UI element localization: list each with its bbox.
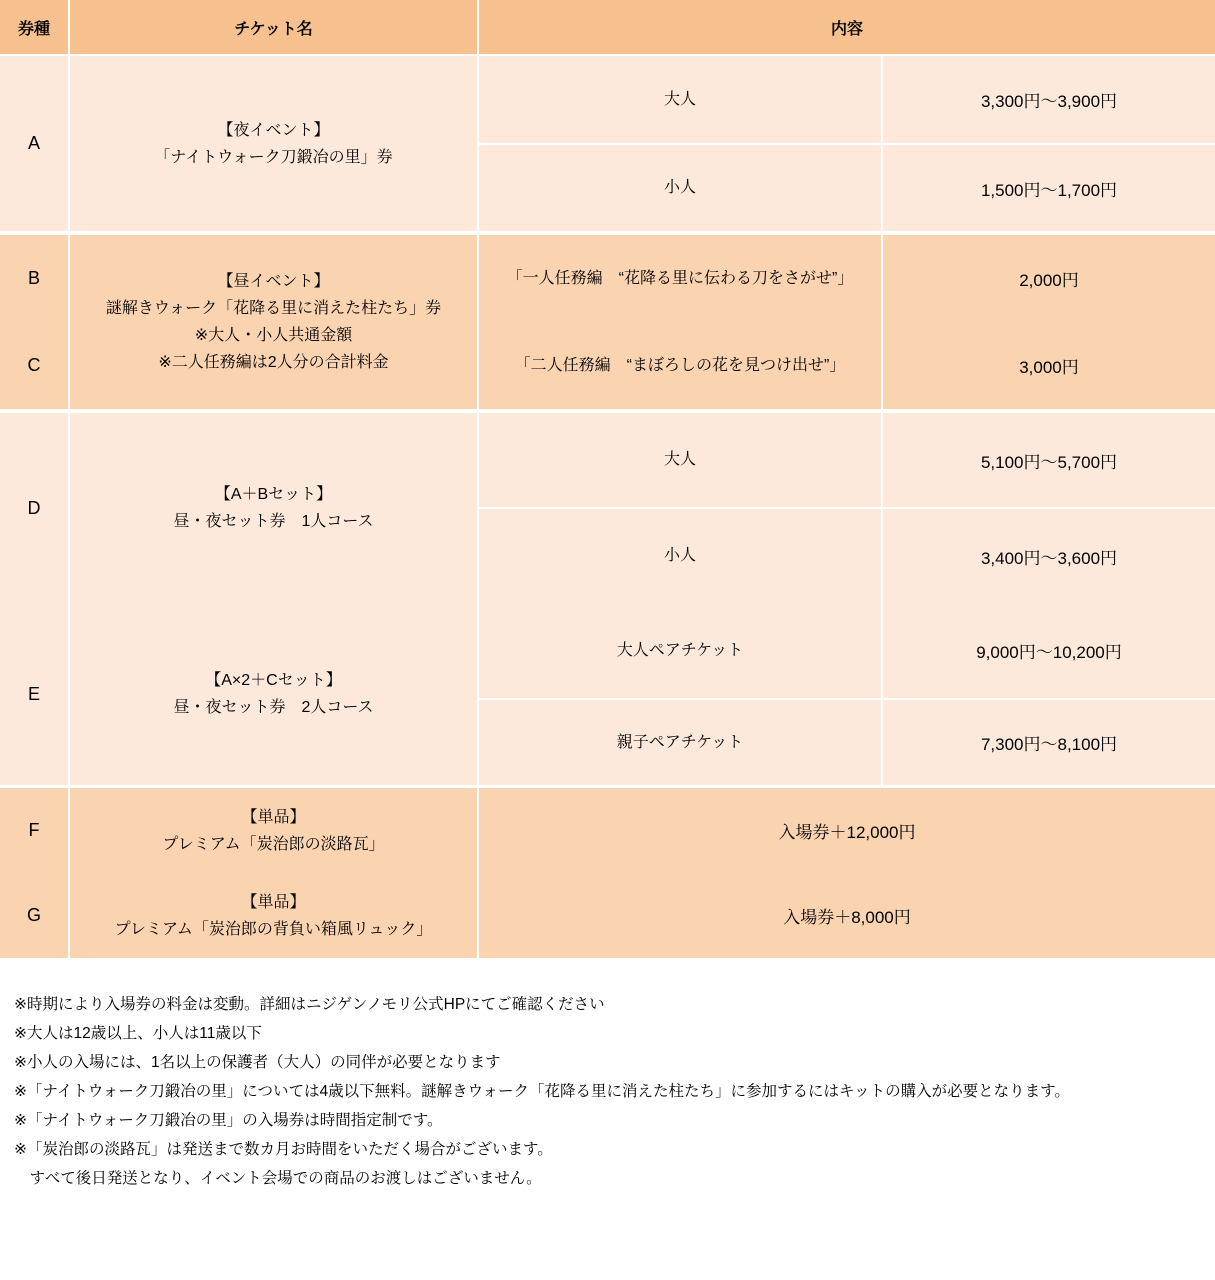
- ticket-type-cell-f: F: [0, 788, 68, 873]
- ticket-name-line: 【夜イベント】: [217, 121, 330, 139]
- content-price-cell: 1,500円～1,700円: [883, 145, 1215, 231]
- ticket-name-line: 「ナイトウォーク刀鍛冶の里」券: [154, 148, 393, 166]
- ticket-name-line: 昼・夜セット券 1人コース: [173, 513, 374, 530]
- ticket-name-line: プレミアム「炭治郎の背負い箱風リュック」: [114, 920, 433, 938]
- content-desc-cell: 親子ペアチケット: [479, 700, 881, 785]
- content-desc-cell: 小人: [479, 509, 881, 603]
- content-desc-cell: 大人: [479, 56, 881, 145]
- ticket-name-cell-bc: [70, 235, 477, 409]
- section-bc: [0, 235, 1215, 409]
- ticket-type-cell-d: D: [0, 413, 68, 603]
- ticket-type-cell-b: B: [0, 235, 68, 322]
- footnote-line: すべて後日発送となり、イベント会場での商品のお渡しはございません。: [14, 1170, 542, 1187]
- ticket-type-cell-c: C: [0, 322, 68, 409]
- footnote-line: ※大人は12歳以上、小人は11歳以下: [14, 1025, 262, 1042]
- ticket-name-line: 【昼イベント】: [217, 273, 330, 290]
- footnote-line: ※「ナイトウォーク刀鍛冶の里」については4歳以下無料。謎解きウォーク「花降る里に消えた柱たち」に参加するにはキットの購入が必要となります。: [14, 1083, 1070, 1100]
- ticket-name-cell-f: [70, 788, 477, 873]
- ticket-name-line: 【単品】: [241, 893, 306, 911]
- section-fg: [0, 788, 1215, 958]
- content-price-cell: 7,300円～8,100円: [883, 700, 1215, 785]
- content-desc-cell: 「一人任務編 “花降る里に伝わる刀をさがせ”」: [479, 235, 881, 322]
- footnote-line: ※「ナイトウォーク刀鍛冶の里」の入場券は時間指定制です。: [14, 1112, 443, 1129]
- ticket-type-cell-a: A: [0, 56, 68, 231]
- ticket-name-line: 【A＋Bセット】: [214, 486, 333, 503]
- ticket-name-line: ※二人任務編は2人分の合計料金: [158, 354, 389, 371]
- ticket-name-cell-d: [70, 413, 477, 603]
- content-price-cell: 3,400円～3,600円: [883, 509, 1215, 603]
- ticket-name-line: 【単品】: [241, 808, 306, 826]
- content-desc-cell: 大人: [479, 413, 881, 509]
- footnote-line: ※「炭治郎の淡路瓦」は発送まで数カ月お時間をいただく場合がございます。: [14, 1141, 553, 1158]
- content-price-cell: 5,100円～5,700円: [883, 413, 1215, 509]
- ticket-name-cell-g: [70, 873, 477, 958]
- section-de: [0, 413, 1215, 785]
- content-price-cell: 3,000円: [883, 322, 1215, 409]
- table-header-row: [0, 0, 1215, 54]
- footnote-line: ※小人の入場には、1名以上の保護者（大人）の同伴が必要となります: [14, 1054, 501, 1071]
- ticket-name-line: 昼・夜セット券 2人コース: [173, 699, 374, 716]
- ticket-name-line: 謎解きウォーク「花降る里に消えた柱たち」券: [105, 300, 442, 317]
- content-price-cell: 3,300円～3,900円: [883, 56, 1215, 145]
- footnotes: [0, 958, 1215, 1193]
- col-header-ticket-name: チケット名: [70, 0, 477, 54]
- content-price-cell: 2,000円: [883, 235, 1215, 322]
- ticket-name-line: プレミアム「炭治郎の淡路瓦」: [162, 835, 385, 853]
- content-price-cell: 入場券＋12,000円: [479, 788, 1215, 873]
- ticket-name-line: ※大人・小人共通金額: [194, 327, 353, 344]
- ticket-type-cell-e: E: [0, 603, 68, 785]
- col-header-ticket-type: 券種: [0, 0, 68, 54]
- footnote-line: ※時期により入場券の料金は変動。詳細はニジゲンノモリ公式HPにてご確認ください: [14, 996, 605, 1013]
- content-desc-cell: 小人: [479, 145, 881, 231]
- col-header-content: 内容: [479, 0, 1215, 54]
- content-price-cell: 入場券＋8,000円: [479, 873, 1215, 958]
- ticket-type-cell-g: G: [0, 873, 68, 958]
- ticket-name-line: 【A×2＋Cセット】: [205, 672, 342, 689]
- ticket-name-cell-a: [70, 56, 477, 231]
- section-a: [0, 56, 1215, 231]
- content-desc-cell: 「二人任務編 “まぼろしの花を見つけ出せ”」: [479, 322, 881, 409]
- ticket-name-cell-e: [70, 603, 477, 785]
- content-desc-cell: 大人ペアチケット: [479, 603, 881, 700]
- content-price-cell: 9,000円～10,200円: [883, 603, 1215, 700]
